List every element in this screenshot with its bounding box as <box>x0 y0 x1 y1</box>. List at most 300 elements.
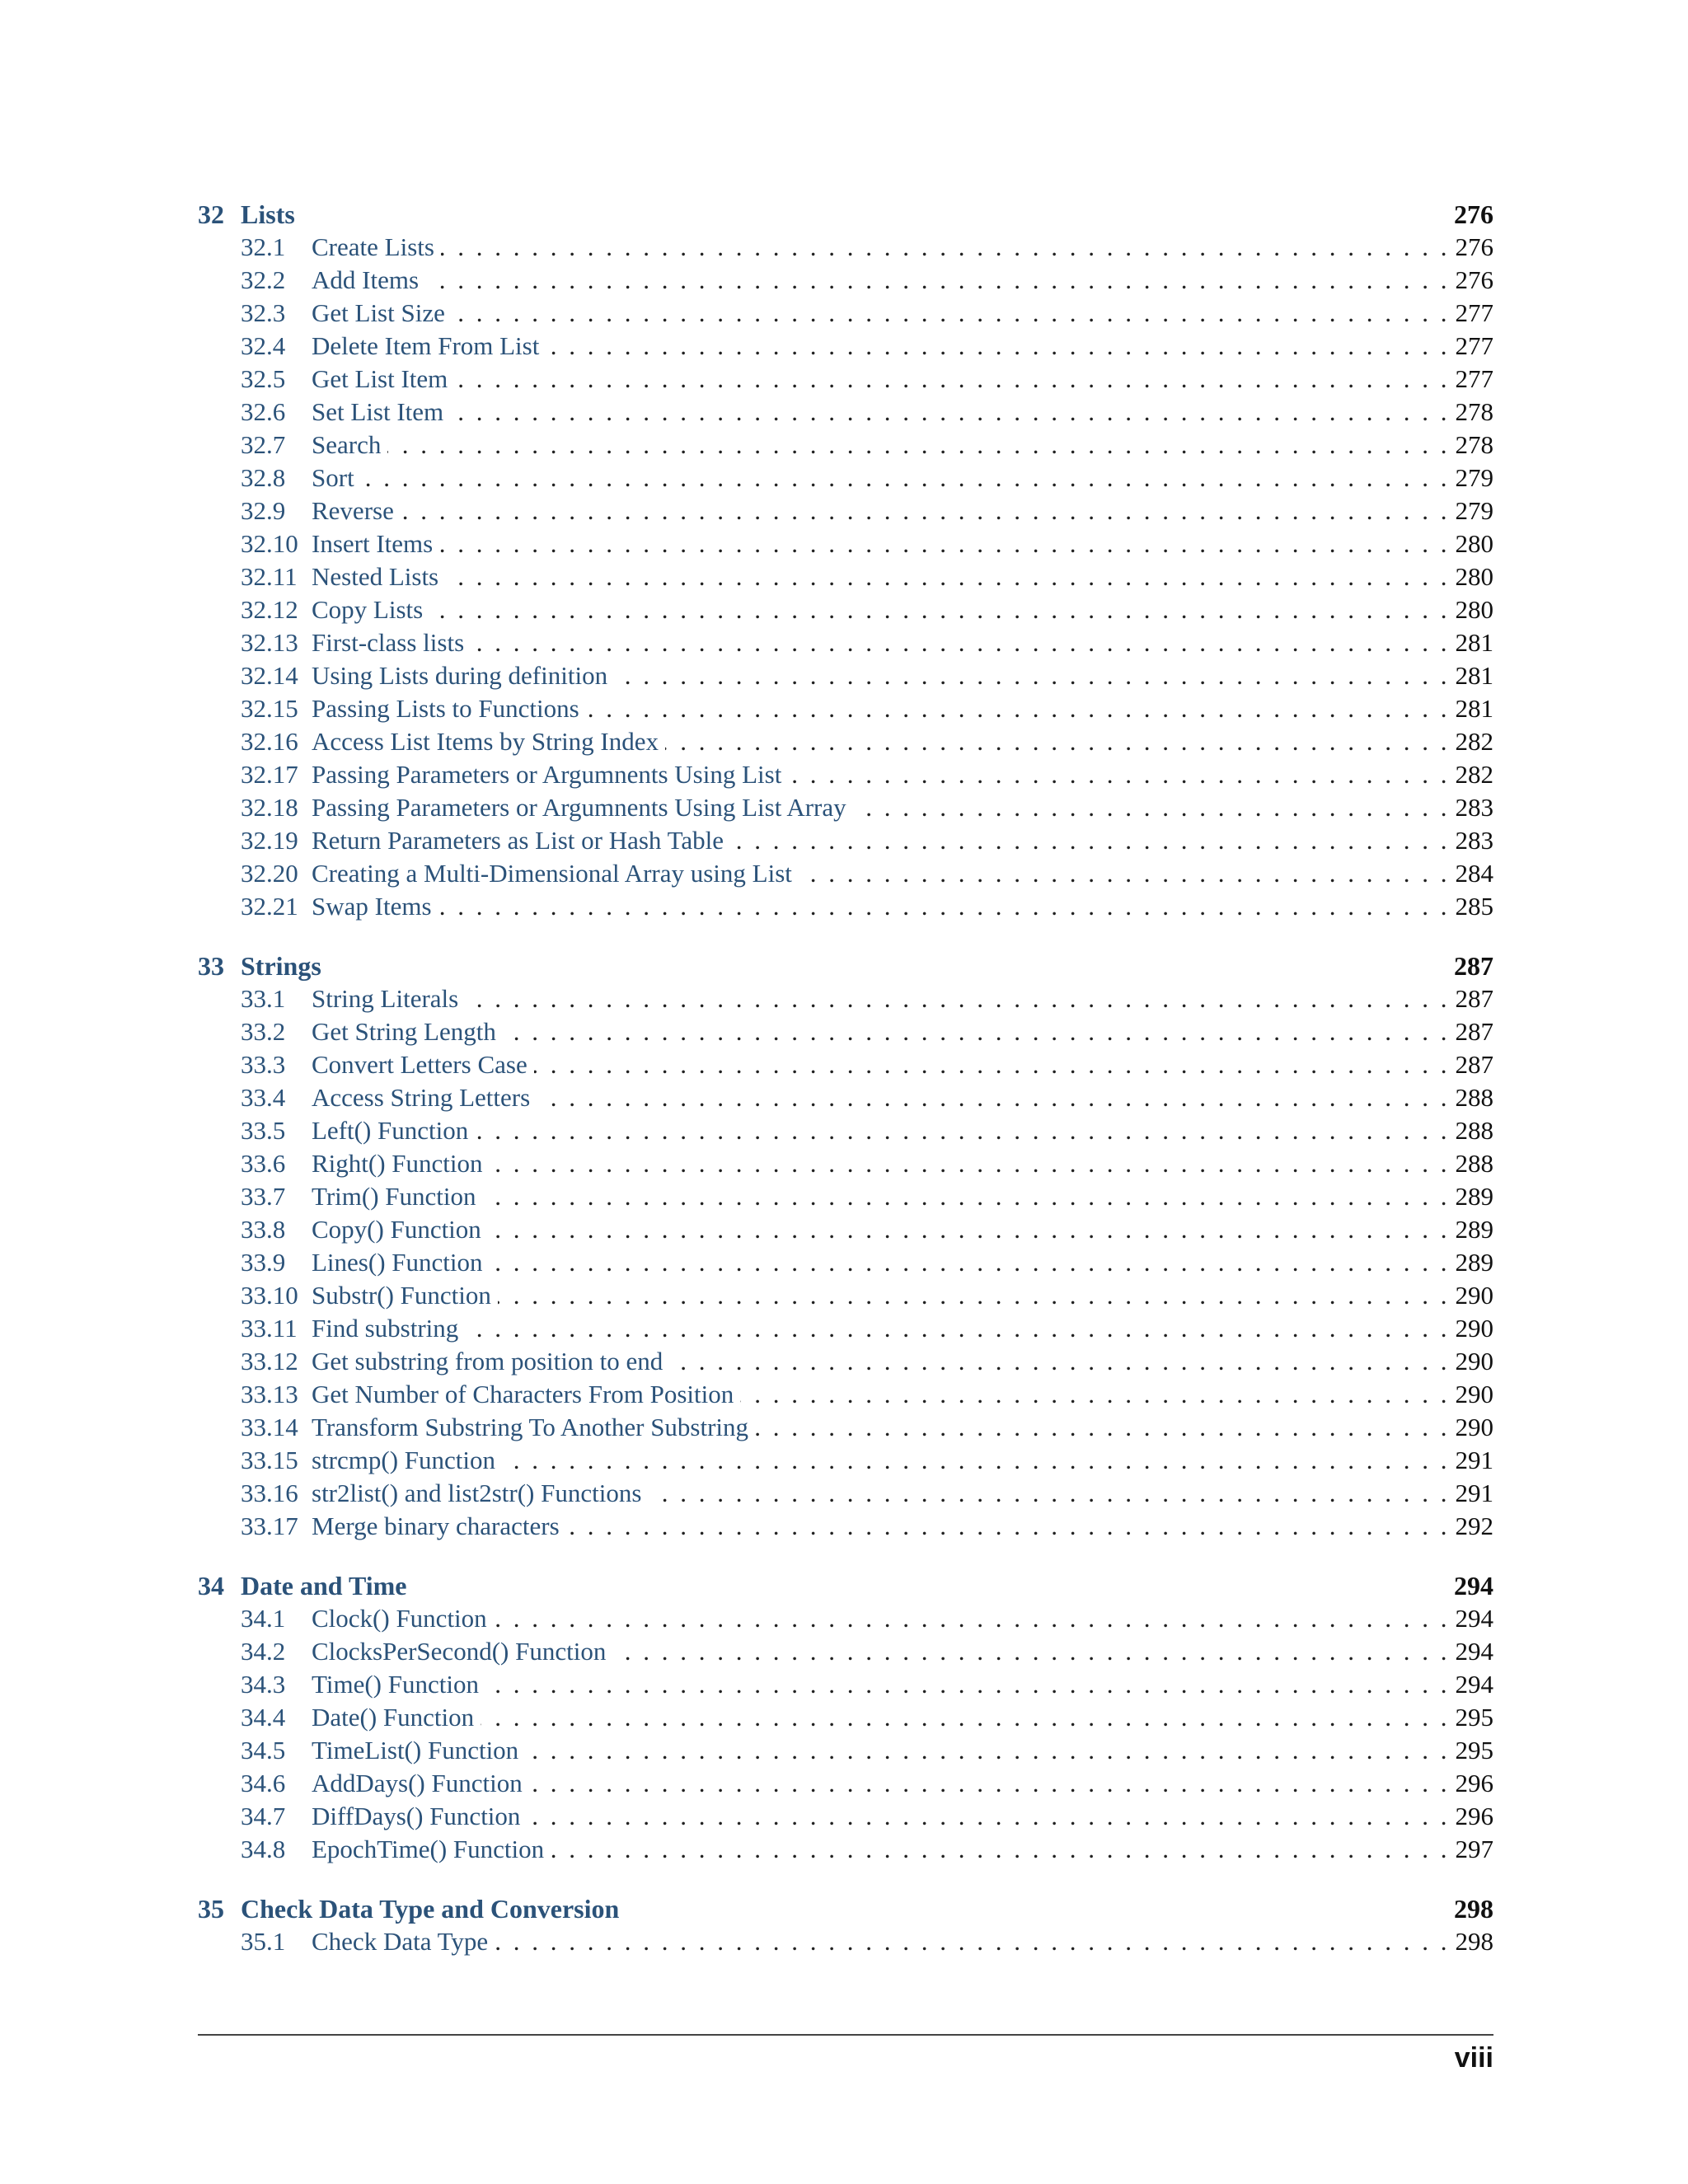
section-list <box>198 982 1493 1543</box>
section-number: 32.13 <box>241 628 298 657</box>
section-title: Sort <box>312 463 354 492</box>
toc-entry <box>198 1925 1493 1958</box>
section-link[interactable] <box>241 1668 479 1701</box>
toc-entry <box>198 659 1493 692</box>
toc-entry <box>198 494 1493 527</box>
section-page-number: 287 <box>1455 1050 1493 1079</box>
section-page-number: 295 <box>1455 1703 1493 1732</box>
toc-entry <box>198 560 1493 593</box>
toc-entry <box>198 330 1493 363</box>
toc-entry <box>198 1345 1493 1378</box>
section-link[interactable] <box>241 824 724 857</box>
dot-leader <box>387 429 1447 462</box>
section-page-number: 291 <box>1455 1446 1493 1474</box>
section-title: Access List Items by String Index <box>312 727 659 756</box>
section-number: 33.2 <box>241 1017 286 1046</box>
section-title: Nested Lists <box>312 562 439 591</box>
section-number: 33.16 <box>241 1479 298 1507</box>
toc-entry <box>198 264 1493 297</box>
section-link[interactable] <box>241 1444 495 1477</box>
section-link[interactable] <box>241 1800 520 1833</box>
section-title: Using Lists during definition <box>312 661 608 690</box>
section-page-number: 297 <box>1455 1835 1493 1863</box>
section-title: Return Parameters as List or Hash Table <box>312 826 724 855</box>
section-number: 33.13 <box>241 1380 298 1408</box>
section-link[interactable] <box>241 462 354 494</box>
section-link[interactable] <box>241 1081 530 1114</box>
chapter-heading <box>198 198 1493 231</box>
section-number: 32.1 <box>241 232 286 261</box>
section-number: 32.11 <box>241 562 298 591</box>
section-title: EpochTime() Function <box>312 1835 545 1863</box>
section-title: Creating a Multi-Dimensional Array using List <box>312 859 792 888</box>
section-link[interactable] <box>241 1312 458 1345</box>
section-link[interactable] <box>241 1635 606 1668</box>
toc-chapter-34 <box>198 1569 1493 1866</box>
section-title: Time() Function <box>312 1670 479 1699</box>
toc-entry <box>198 462 1493 494</box>
section-page-number: 276 <box>1455 265 1493 294</box>
section-page-number: 288 <box>1455 1149 1493 1178</box>
section-title: Insert Items <box>312 529 434 558</box>
toc-entry <box>198 1048 1493 1081</box>
section-title: AddDays() Function <box>312 1769 523 1797</box>
dot-leader <box>502 1444 1447 1477</box>
chapter-page-number: 276 <box>1454 199 1493 229</box>
section-title: Date() Function <box>312 1703 475 1732</box>
toc-entry <box>198 1510 1493 1543</box>
dot-leader <box>537 1081 1447 1114</box>
section-title: Passing Lists to Functions <box>312 694 579 723</box>
section-page-number: 296 <box>1455 1769 1493 1797</box>
toc-entry <box>198 396 1493 429</box>
toc-entry <box>198 593 1493 626</box>
toc-entry <box>198 1701 1493 1734</box>
section-page-number: 281 <box>1455 628 1493 657</box>
section-title: Copy Lists <box>312 595 424 624</box>
toc-entry <box>198 1602 1493 1635</box>
section-link[interactable] <box>241 494 394 527</box>
section-link[interactable] <box>241 264 419 297</box>
section-number: 32.2 <box>241 265 286 294</box>
toc-entry <box>198 297 1493 330</box>
toc-entry <box>198 1147 1493 1180</box>
toc-entry <box>198 857 1493 890</box>
section-link[interactable] <box>241 1015 496 1048</box>
section-number: 35.1 <box>241 1927 286 1956</box>
toc-entry <box>198 1378 1493 1411</box>
section-number: 34.5 <box>241 1736 286 1765</box>
section-title: Get List Item <box>312 364 448 393</box>
section-title: Delete Item From List <box>312 331 540 360</box>
section-link[interactable] <box>241 1833 544 1866</box>
section-title: DiffDays() Function <box>312 1802 521 1830</box>
section-number: 33.3 <box>241 1050 286 1079</box>
dot-leader <box>527 1800 1447 1833</box>
dot-leader <box>853 791 1447 824</box>
dot-leader <box>361 462 1447 494</box>
section-link[interactable] <box>241 890 432 923</box>
toc-entry <box>198 429 1493 462</box>
section-page-number: 285 <box>1455 892 1493 921</box>
section-number: 32.4 <box>241 331 286 360</box>
section-link[interactable] <box>241 1048 528 1081</box>
dot-leader <box>465 982 1447 1015</box>
dot-leader <box>485 1668 1447 1701</box>
section-number: 34.1 <box>241 1604 286 1633</box>
toc-entry <box>198 758 1493 791</box>
section-page-number: 288 <box>1455 1116 1493 1145</box>
section-title: Access String Letters <box>312 1083 531 1112</box>
section-link[interactable] <box>241 1378 734 1411</box>
section-number: 32.18 <box>241 793 298 822</box>
section-title: Get String Length <box>312 1017 496 1046</box>
section-link[interactable] <box>241 231 434 264</box>
section-number: 32.17 <box>241 760 298 789</box>
dot-leader <box>471 626 1447 659</box>
dot-leader <box>439 527 1447 560</box>
footer-page-number: viii <box>1454 2042 1493 2074</box>
section-link[interactable] <box>241 857 792 890</box>
section-title: strcmp() Function <box>312 1446 495 1474</box>
section-number: 33.1 <box>241 984 286 1013</box>
chapter-heading <box>198 949 1493 982</box>
toc-entry <box>198 1833 1493 1866</box>
dot-leader <box>665 725 1447 758</box>
section-number: 33.9 <box>241 1248 286 1277</box>
section-page-number: 280 <box>1455 562 1493 591</box>
section-page-number: 295 <box>1455 1736 1493 1765</box>
chapter-link[interactable] <box>198 1892 619 1925</box>
toc-entry <box>198 1312 1493 1345</box>
section-link[interactable] <box>241 1213 481 1246</box>
section-link[interactable] <box>241 659 607 692</box>
toc-chapter-35 <box>198 1892 1493 1958</box>
toc-entry <box>198 1444 1493 1477</box>
chapter-heading <box>198 1569 1493 1602</box>
section-list <box>198 231 1493 923</box>
toc-entry <box>198 1015 1493 1048</box>
section-title: ClocksPerSecond() Function <box>312 1637 607 1666</box>
section-number: 32.16 <box>241 727 298 756</box>
section-page-number: 290 <box>1455 1380 1493 1408</box>
section-number: 32.5 <box>241 364 286 393</box>
section-title: Left() Function <box>312 1116 469 1145</box>
section-number: 33.14 <box>241 1413 298 1441</box>
chapter-number: 33 <box>198 951 224 981</box>
section-page-number: 283 <box>1455 793 1493 822</box>
section-list <box>198 1602 1493 1866</box>
section-link[interactable] <box>241 1734 518 1767</box>
dot-leader <box>799 857 1447 890</box>
section-link[interactable] <box>241 1477 641 1510</box>
section-title: Get Number of Characters From Position <box>312 1380 734 1408</box>
chapter-link[interactable] <box>198 1569 407 1602</box>
dot-leader <box>529 1767 1447 1800</box>
section-page-number: 287 <box>1455 1017 1493 1046</box>
section-link[interactable] <box>241 1767 523 1800</box>
toc-entry <box>198 890 1493 923</box>
section-page-number: 279 <box>1455 496 1493 525</box>
section-link[interactable] <box>241 297 445 330</box>
section-link[interactable] <box>241 725 659 758</box>
dot-leader <box>488 1213 1447 1246</box>
section-link[interactable] <box>241 1411 748 1444</box>
chapter-number: 34 <box>198 1571 224 1601</box>
section-title: Add Items <box>312 265 420 294</box>
section-page-number: 294 <box>1455 1670 1493 1699</box>
toc-entry <box>198 1411 1493 1444</box>
section-page-number: 284 <box>1455 859 1493 888</box>
chapter-title: Check Data Type and Conversion <box>241 1894 620 1924</box>
section-link[interactable] <box>241 1180 476 1213</box>
chapter-link[interactable] <box>198 198 295 231</box>
dot-leader <box>454 363 1447 396</box>
toc-entry <box>198 231 1493 264</box>
section-page-number: 282 <box>1455 760 1493 789</box>
toc-entry <box>198 1180 1493 1213</box>
section-page-number: 279 <box>1455 463 1493 492</box>
section-title: Substr() Function <box>312 1281 491 1310</box>
section-page-number: 283 <box>1455 826 1493 855</box>
section-number: 34.2 <box>241 1637 286 1666</box>
chapter-link[interactable] <box>198 949 321 982</box>
dot-leader <box>483 1180 1447 1213</box>
section-title: Transform Substring To Another Substring <box>312 1413 749 1441</box>
chapter-page-number: 298 <box>1454 1894 1493 1924</box>
toc-entry <box>198 626 1493 659</box>
section-title: Lines() Function <box>312 1248 483 1277</box>
table-of-contents <box>198 198 1493 1985</box>
section-number: 32.15 <box>241 694 298 723</box>
section-link[interactable] <box>241 363 448 396</box>
section-number: 32.14 <box>241 661 298 690</box>
section-number: 33.11 <box>241 1314 298 1343</box>
section-number: 32.20 <box>241 859 298 888</box>
section-number: 33.4 <box>241 1083 286 1112</box>
section-link[interactable] <box>241 1279 491 1312</box>
chapter-title: Lists <box>241 199 295 229</box>
section-link[interactable] <box>241 396 443 429</box>
section-page-number: 296 <box>1455 1802 1493 1830</box>
section-link[interactable] <box>241 1345 663 1378</box>
section-title: Set List Item <box>312 397 444 426</box>
toc-entry <box>198 1246 1493 1279</box>
section-link[interactable] <box>241 791 846 824</box>
section-number: 34.3 <box>241 1670 286 1699</box>
section-title: String Literals <box>312 984 459 1013</box>
section-link[interactable] <box>241 1701 474 1734</box>
section-number: 32.8 <box>241 463 286 492</box>
dot-leader <box>669 1345 1447 1378</box>
section-title: Reverse <box>312 496 394 525</box>
section-number: 32.6 <box>241 397 286 426</box>
section-page-number: 276 <box>1455 232 1493 261</box>
section-number: 34.7 <box>241 1802 286 1830</box>
chapter-page-number: 287 <box>1454 951 1493 981</box>
section-link[interactable] <box>241 626 464 659</box>
chapter-heading <box>198 1892 1493 1925</box>
footer-rule <box>198 2034 1493 2036</box>
section-page-number: 278 <box>1455 397 1493 426</box>
section-page-number: 277 <box>1455 331 1493 360</box>
dot-leader <box>566 1510 1447 1543</box>
toc-entry <box>198 692 1493 725</box>
section-page-number: 289 <box>1455 1248 1493 1277</box>
section-title: First-class lists <box>312 628 465 657</box>
section-title: Get substring from position to end <box>312 1347 663 1376</box>
dot-leader <box>438 890 1447 923</box>
section-title: Trim() Function <box>312 1182 476 1211</box>
section-title: Passing Parameters or Argumnents Using List <box>312 760 782 789</box>
section-page-number: 277 <box>1455 364 1493 393</box>
section-page-number: 292 <box>1455 1511 1493 1540</box>
section-link[interactable] <box>241 527 433 560</box>
dot-leader <box>503 1015 1447 1048</box>
dot-leader <box>551 1833 1447 1866</box>
section-title: TimeList() Function <box>312 1736 519 1765</box>
dot-leader <box>401 494 1447 527</box>
section-number: 34.4 <box>241 1703 286 1732</box>
toc-entry <box>198 982 1493 1015</box>
section-page-number: 291 <box>1455 1479 1493 1507</box>
section-link[interactable] <box>241 1925 488 1958</box>
dot-leader <box>475 1114 1447 1147</box>
chapter-title: Strings <box>241 951 321 981</box>
dot-leader <box>788 758 1447 791</box>
section-title: Create Lists <box>312 232 434 261</box>
section-link[interactable] <box>241 758 781 791</box>
section-number: 33.6 <box>241 1149 286 1178</box>
dot-leader <box>740 1378 1447 1411</box>
section-page-number: 281 <box>1455 661 1493 690</box>
section-number: 33.8 <box>241 1215 286 1244</box>
toc-entry <box>198 363 1493 396</box>
toc-entry <box>198 1635 1493 1668</box>
toc-chapter-32 <box>198 198 1493 923</box>
section-link[interactable] <box>241 330 539 363</box>
section-link[interactable] <box>241 982 458 1015</box>
section-page-number: 282 <box>1455 727 1493 756</box>
section-number: 33.12 <box>241 1347 298 1376</box>
dot-leader <box>648 1477 1447 1510</box>
section-number: 33.17 <box>241 1511 298 1540</box>
dot-leader <box>490 1147 1447 1180</box>
section-title: Copy() Function <box>312 1215 481 1244</box>
section-page-number: 290 <box>1455 1314 1493 1343</box>
chapter-number: 32 <box>198 199 224 229</box>
dot-leader <box>498 1279 1447 1312</box>
section-link[interactable] <box>241 560 438 593</box>
section-title: Clock() Function <box>312 1604 487 1633</box>
section-link[interactable] <box>241 1246 483 1279</box>
section-number: 32.7 <box>241 430 286 459</box>
section-page-number: 290 <box>1455 1347 1493 1376</box>
section-title: Merge binary characters <box>312 1511 560 1540</box>
toc-entry <box>198 1213 1493 1246</box>
dot-leader <box>586 692 1447 725</box>
toc-entry <box>198 1767 1493 1800</box>
section-link[interactable] <box>241 1602 487 1635</box>
dot-leader <box>730 824 1447 857</box>
section-number: 33.5 <box>241 1116 286 1145</box>
section-page-number: 289 <box>1455 1215 1493 1244</box>
section-link[interactable] <box>241 429 381 462</box>
dot-leader <box>525 1734 1447 1767</box>
dot-leader <box>425 264 1447 297</box>
section-page-number: 280 <box>1455 529 1493 558</box>
toc-entry <box>198 1114 1493 1147</box>
toc-entry <box>198 824 1493 857</box>
toc-entry <box>198 725 1493 758</box>
toc-entry <box>198 527 1493 560</box>
section-link[interactable] <box>241 692 579 725</box>
section-number: 34.6 <box>241 1769 286 1797</box>
section-link[interactable] <box>241 1114 468 1147</box>
section-title: Get List Size <box>312 298 445 327</box>
toc-entry <box>198 1800 1493 1833</box>
section-title: str2list() and list2str() Functions <box>312 1479 642 1507</box>
chapter-page-number: 294 <box>1454 1571 1493 1601</box>
section-number: 32.10 <box>241 529 298 558</box>
section-page-number: 277 <box>1455 298 1493 327</box>
section-title: Check Data Type <box>312 1927 489 1956</box>
section-link[interactable] <box>241 1510 560 1543</box>
section-title: Swap Items <box>312 892 432 921</box>
toc-entry <box>198 1279 1493 1312</box>
section-number: 32.3 <box>241 298 286 327</box>
section-title: Search <box>312 430 382 459</box>
toc-entry <box>198 1081 1493 1114</box>
section-page-number: 288 <box>1455 1083 1493 1112</box>
dot-leader <box>534 1048 1447 1081</box>
toc-chapter-33 <box>198 949 1493 1543</box>
dot-leader <box>490 1246 1447 1279</box>
section-number: 33.7 <box>241 1182 286 1211</box>
dot-leader <box>452 297 1447 330</box>
section-page-number: 298 <box>1455 1927 1493 1956</box>
dot-leader <box>546 330 1447 363</box>
section-page-number: 281 <box>1455 694 1493 723</box>
dot-leader <box>495 1925 1447 1958</box>
section-page-number: 294 <box>1455 1604 1493 1633</box>
section-number: 33.15 <box>241 1446 298 1474</box>
section-number: 32.9 <box>241 496 286 525</box>
dot-leader <box>465 1312 1447 1345</box>
toc-entry <box>198 1477 1493 1510</box>
toc-entry <box>198 1734 1493 1767</box>
dot-leader <box>450 396 1447 429</box>
section-title: Find substring <box>312 1314 459 1343</box>
section-page-number: 289 <box>1455 1182 1493 1211</box>
section-page-number: 280 <box>1455 595 1493 624</box>
section-title: Convert Letters Case <box>312 1050 528 1079</box>
dot-leader <box>612 1635 1447 1668</box>
section-link[interactable] <box>241 1147 483 1180</box>
section-number: 34.8 <box>241 1835 286 1863</box>
section-title: Passing Parameters or Argumnents Using List Array <box>312 793 846 822</box>
section-page-number: 290 <box>1455 1281 1493 1310</box>
section-title: Right() Function <box>312 1149 483 1178</box>
toc-entry <box>198 791 1493 824</box>
section-page-number: 278 <box>1455 430 1493 459</box>
chapter-number: 35 <box>198 1894 224 1924</box>
section-link[interactable] <box>241 593 423 626</box>
section-number: 32.19 <box>241 826 298 855</box>
section-number: 33.10 <box>241 1281 298 1310</box>
section-page-number: 287 <box>1455 984 1493 1013</box>
section-list <box>198 1925 1493 1958</box>
